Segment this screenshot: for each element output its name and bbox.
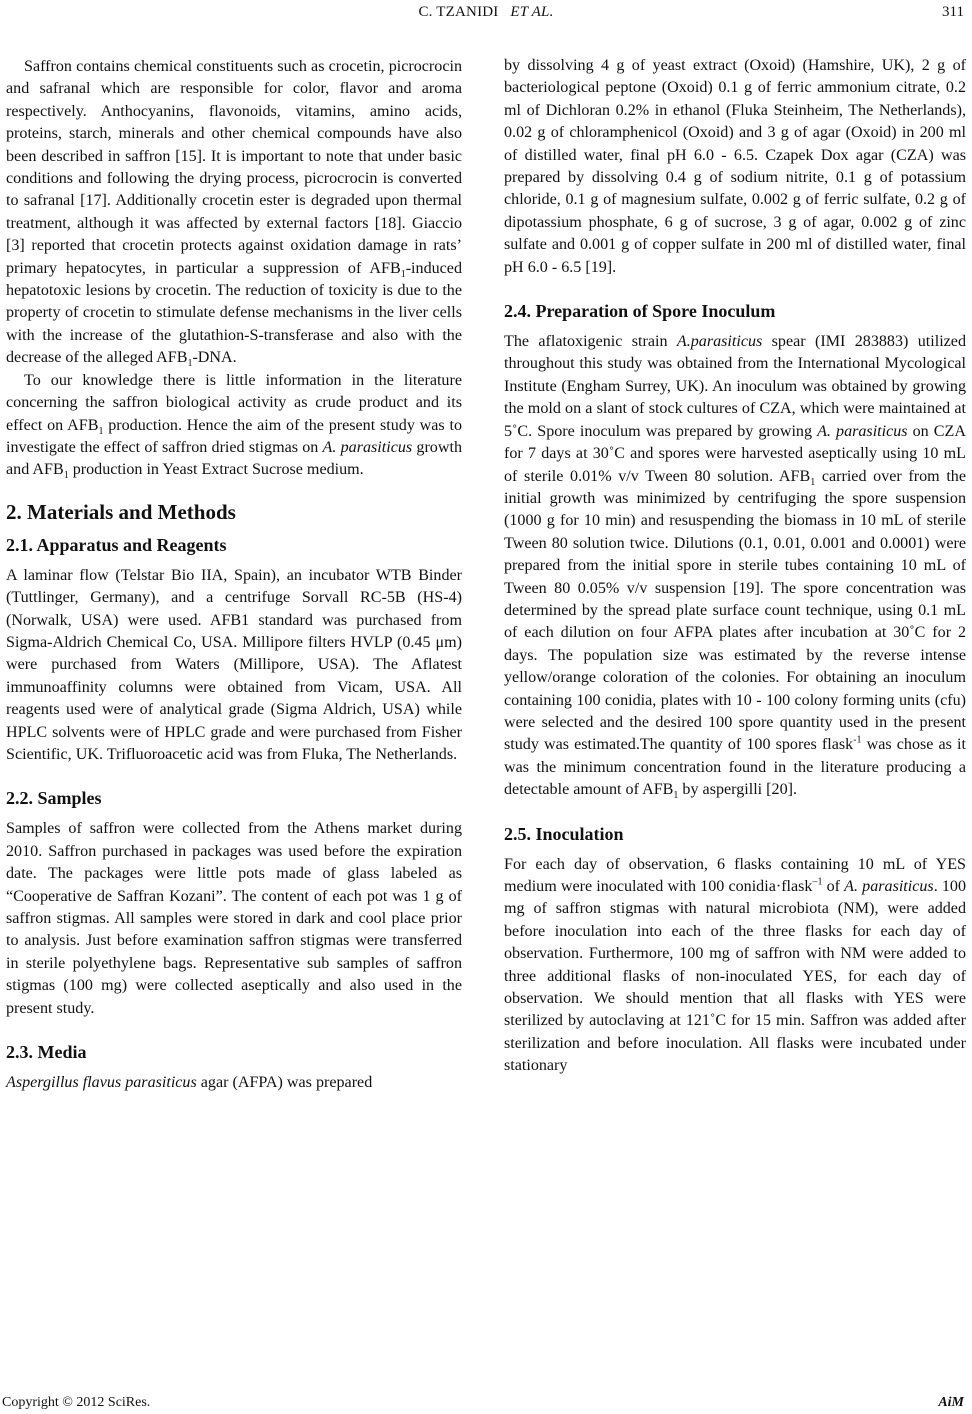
subsection-heading-spore: 2.4. Preparation of Spore Inoculum xyxy=(504,301,776,322)
intro-p2-text-c: growth and AFB xyxy=(6,438,462,479)
inoculation-paragraph xyxy=(504,854,966,1078)
spore-text-b: spear (IMI 283883) utilized throughout this study was obtained from the International Mycological Institute (Engham Surrey, UK). An inoculum was obtained by growing the mold on a slant of stock cultures of CZA, which were maintained at 5˚C. Spore inoculum was prepared by growing xyxy=(504,333,966,440)
superscript: –1 xyxy=(812,876,823,888)
journal-name: AiM xyxy=(938,1395,964,1410)
subscript: 1 xyxy=(673,790,679,802)
left-column xyxy=(6,56,462,1094)
spore-text-e: was chose as it was the minimum concentration found in the literature producing a detectable amount of AFB xyxy=(504,736,966,799)
intro-p2-text-d: production in Yeast Extract Sucrose medium. xyxy=(68,461,364,479)
intro-p2-text-b: production. Hence the aim of the present study was to investigate the effect of saffron dried stigmas on xyxy=(6,416,462,456)
intro-p1-text: Saffron contains chemical constituents such as crocetin, picrocrocin and safranal which are responsible for color, flavor and aroma respectively. Anthocyanins, flavonoids, vitamins, amino acids, proteins, starch, minerals and other chemical compounds have also been described in saffron [15]. It is important to note that under basic conditions and following the drying process, picrocrocin is converted to safranal [17]. Additionally crocetin ester is degraded upon thermal treatment, although it was affected by external factors [18]. Giaccio [3] reported that crocetin protects against oxidation damage in rats’ primary hepatocytes, in particular a suppression of AFB xyxy=(6,58,462,277)
intro-paragraph-1 xyxy=(6,56,462,370)
intro-p1-text-b: -induced hepatotoxic lesions by crocetin. The reduction of toxicity is due to the property of crocetin to stimulate defense mechanisms in the liver cells with the increase of the glutathion-S-transferase and also with the decrease of the alleged AFB xyxy=(6,259,462,367)
subsection-heading-samples: 2.2. Samples xyxy=(6,788,102,809)
page-number: 311 xyxy=(942,4,964,20)
spore-text-c: on CZA for 7 days at 30˚C and spores were harvested aseptically using 10 mL of sterile 0.01% v/v Tween 80 solution. AFB xyxy=(504,422,966,485)
running-header xyxy=(0,2,972,24)
subscript: 1 xyxy=(98,425,104,437)
subscript: 1 xyxy=(63,470,69,482)
species-name: A. parasiticus xyxy=(844,878,934,895)
intro-paragraph-2 xyxy=(6,370,462,482)
media-text: agar (AFPA) was prepared xyxy=(196,1074,373,1092)
media-paragraph-continued: by dissolving 4 g of yeast extract (Oxoid) (Hamshire, UK), 2 g of bacteriological peptone (Oxoid) 0.1 g of ferric ammonium citrate, 0.2 ml of Dichloran 0.2% in ethanol (Fluka Steinheim, The Netherlands), 0.02 g of chloramphenicol (Oxoid) and 3 g of agar (Oxoid) in 200 ml of distilled water, final pH 6.0 - 6.5. Czapek Dox agar (CZA) was prepared by dissolving 0.4 g of sodium nitrite, 0.1 g of potassium chloride, 0.1 g of magnesium sulfate, 0.002 g of ferric sulfate, 0.2 g of dipotassium phosphate, 6 g of sucrose, 3 g of agar, 0.002 g of zinc sulfate and 0.001 g of copper sulfate in 200 ml of distilled water, final pH 6.0 - 6.5 [19]. xyxy=(504,57,966,276)
superscript: -1 xyxy=(853,735,862,747)
spore-text-f: by aspergilli [20]. xyxy=(678,781,798,799)
header-authors: C. TZANIDI xyxy=(418,4,499,20)
running-title xyxy=(0,4,972,21)
inoc-text-b: of xyxy=(822,878,845,895)
section-heading-materials: 2. Materials and Methods xyxy=(6,499,236,524)
right-column xyxy=(504,56,966,1078)
intro-p1-text-c: -DNA. xyxy=(192,349,237,367)
spore-paragraph xyxy=(504,331,966,802)
subscript: 1 xyxy=(187,358,193,370)
header-etal: ET AL. xyxy=(510,4,554,20)
species-name: A. parasiticus xyxy=(817,422,908,440)
media-paragraph xyxy=(6,1072,462,1094)
copyright-text: Copyright © 2012 SciRes. xyxy=(2,1395,151,1410)
subsection-heading-inoculation: 2.5. Inoculation xyxy=(504,823,624,844)
subsection-heading-media: 2.3. Media xyxy=(6,1042,87,1063)
apparatus-paragraph: A laminar flow (Telstar Bio IIA, Spain), an incubator WTB Binder (Tuttlinger, Germany), and a centrifuge Sorvall RC-5B (HS-4) (Norwalk, USA) were used. AFB1 standard was purchased from Sigma-Aldrich Chemical Co, USA. Millipore filters HVLP (0.45 μm) were purchased from Waters (Millipore, USA). The Aflatest immunoaffinity columns were obtained from Vicam, USA. All reagents used were of analytical grade (Sigma Aldrich, USA) while HPLC solvents were of HPLC grade and were purchased from Fisher Scientific, UK. Trifluoroacetic acid was from Fluka, The Netherlands. xyxy=(6,566,462,763)
intro-p2-text: To our knowledge there is little information in the literature concerning the saffron biological activity as crude product and its effect on AFB xyxy=(6,371,462,434)
samples-paragraph: Samples of saffron were collected from the Athens market during 2010. Saffron purchased in packages was used before the expiration date. The packages were little pots made of glass labeled as “Cooperative de Saffran Kozani”. The content of each pot was 1 g of saffron stigmas. All samples were stored in dark and cool place prior to analysis. Just before examination saffron stigmas were transferred in sterile polyethylene bags. Representative sub samples of saffron stigmas (100 mg) were collected aseptically and also used in the present study. xyxy=(6,820,462,1017)
inoc-text-c: . 100 mg of saffron stigmas with natural microbiota (NM), were added before inoculation into each of the three flasks for each day of observation. Furthermore, 100 mg of saffron with NM were added to three additional flasks of non-inoculated YES, for each day of observation. We should mention that all flasks with YES were sterilized by autoclaving at 121˚C for 15 min. Saffron was added after sterilization and before inoculation. All flasks were incubated under stationary xyxy=(504,878,967,1075)
species-name: Aspergillus flavus parasiticus xyxy=(6,1074,197,1092)
subscript: 1 xyxy=(810,476,816,488)
spore-text-d: carried over from the initial growth was minimized by centrifuging the spore suspension (1000 g for 10 min) and resuspending the biomass in 10 mL of sterile Tween 80 solution twice. Dilutions (0.1, 0.01, 0.001 and 0.0001) were prepared from the initial spore in sterile tubes containing 10 mL of Tween 80 0.05% v/v suspension [19]. The spore concentration was determined by the spread plate surface count technique, using 0.1 mL of each dilution on four AFPA plates after incubation at 30˚C for 2 days. The population size was estimated by the reverse intense yellow/orange coloration of the colonies. For obtaining an inoculum containing 100 conidia, plates with 10 - 100 colony forming units (cfu) were selected and the desired 100 spore quantity used in the present study was estimated.The quantity of 100 spores flask xyxy=(504,467,966,754)
inoc-text-a: For each day of observation, 6 flasks containing 10 mL of YES medium were inoculated with 100 conidia·flask xyxy=(504,855,966,895)
subscript: 1 xyxy=(400,268,406,280)
species-name: A.parasiticus xyxy=(676,333,763,351)
subsection-heading-apparatus: 2.1. Apparatus and Reagents xyxy=(6,534,227,555)
spore-text-a: The aflatoxigenic strain xyxy=(504,333,677,351)
species-name: A. parasiticus xyxy=(322,438,413,456)
